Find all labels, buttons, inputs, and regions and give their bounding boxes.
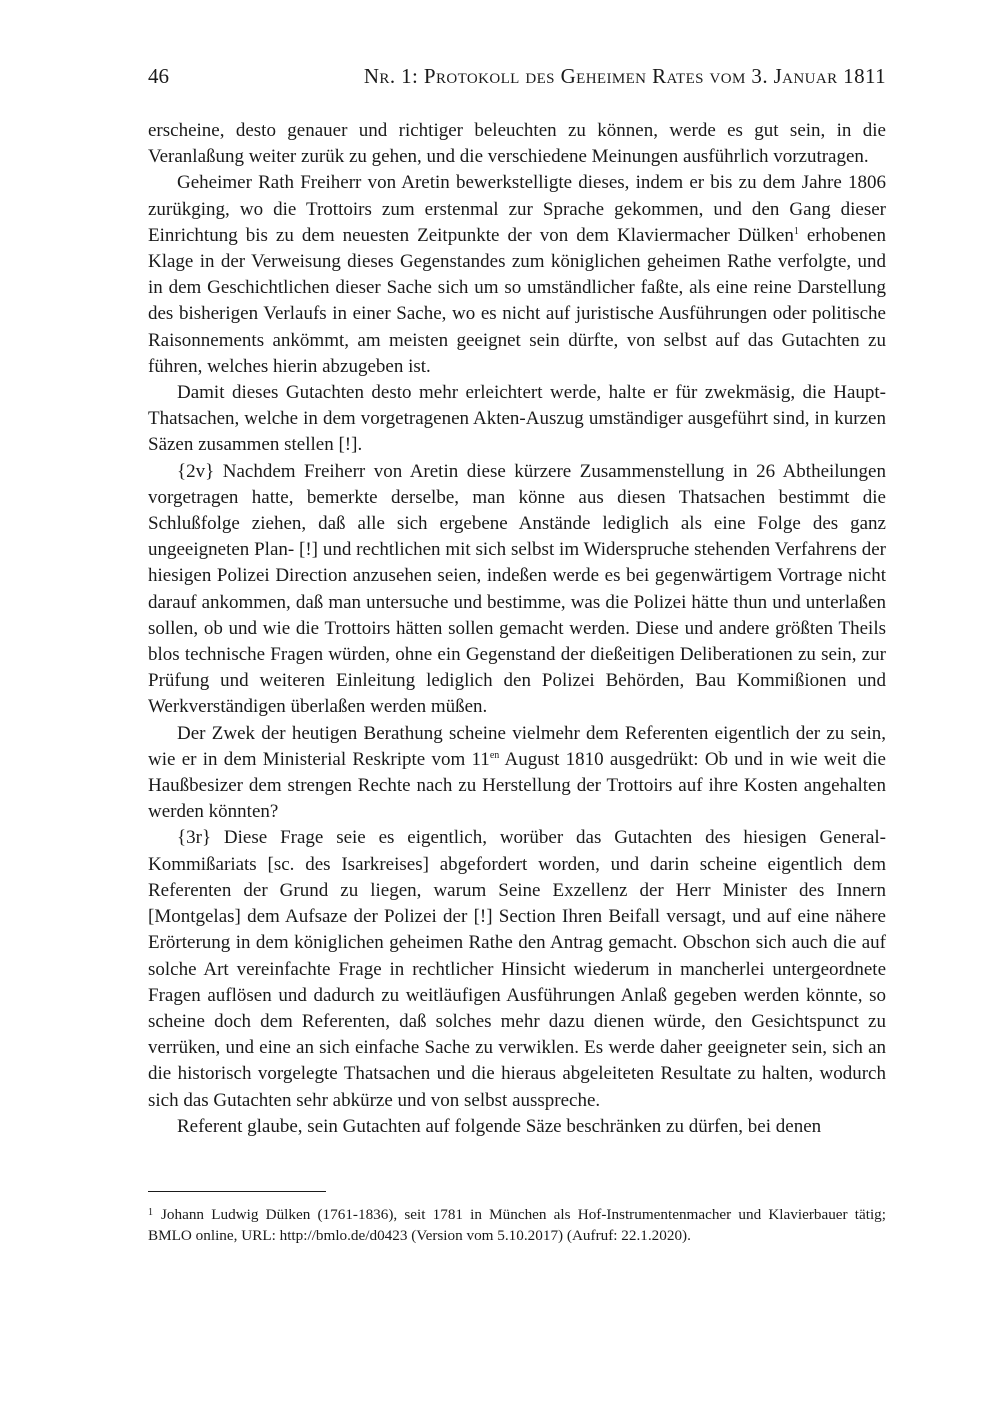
page-header bbox=[148, 64, 886, 96]
paragraph-aretin: Geheimer Rath Freiherr von Aretin bewerkstelligte dieses, indem er bis zu dem Jahre 1806 zurükging, wo die Trottoirs zum erstenmal zur Sprache gekommen, und den Gang dieser Einrichtung bis zu dem neuesten Zeitpunkte der von dem Klaviermacher Dülken$^1$ erhobenen Klage in der Verweisung dieses Gegenstandes zum königlichen geheimen Rathe verfolgte, und in dem Geschichtlichen dieser Sache sich um so umständlicher faßte, als eine reine Darstellung des bisherigen Verlaufs in einer Sache, wo es nicht auf juristische Ausführungen oder politische Raisonnements ankömmt, am meisten geeignet sein dürfte, von selbst auf das Gutachten zu führen, welches hierin abzugeben ist. bbox=[148, 172, 886, 377]
page-number: 46 bbox=[148, 64, 169, 88]
body-text bbox=[148, 118, 886, 1140]
paragraph-gutachten: Damit dieses Gutachten desto mehr erleichtert werde, halte er für zwekmäsig, die Haupt-Thatsachen, welche in dem vorgetragenen Akten-Auszug umständiger ausgeführt sind, in kurzen Säzen zusammen stellen [!]. bbox=[148, 382, 886, 456]
paragraph-referent: Referent glaube, sein Gutachten auf folgende Säze beschränken zu dürfen, bei denen bbox=[177, 1115, 822, 1137]
footnote-reference[interactable]: 1 bbox=[793, 225, 799, 237]
paragraph-2v: {2v} Nachdem Freiherr von Aretin diese kürzere Zusammenstellung in 26 Abtheilungen vorgetragen hatte, bemerkte derselbe, man könne aus diesen Thatsachen bestimmt die Schlußfolge ziehen, daß alle sich ergebene Anstände lediglich als eine Folge des ganz ungeeigneten Plan- [!] und rechtlichen mit sich selbst im Widerspruche stehenden Verfahrens der hiesigen Polizei Direction anzusehen seien, indeßen werde es bei gegenwärtigem Vortrage nicht darauf ankommen, daß man untersuche und bestimme, was die Polizei hätte thun und unterlaßen sollen, ob und wie die Trottoirs hätten sollen gemacht werden. Diese und andere größten Theils blos technische Fragen würden, ohne ein Gegenstand der dießeitigen Deliberationen zu sein, zur Prüfung und weiteren Einleitung lediglich den Polizei Behörden, Bau Kommißionen und Werkverständigen überlaßen werden müßen. bbox=[148, 460, 886, 718]
footnote-separator bbox=[148, 1191, 326, 1192]
paragraph-continuation: erscheine, desto genauer und richtiger beleuchten zu können, werde es gut sein, in die Veranlaßung weiter zurük zu gehen, und die verschiedene Meinungen ausführlich vorzutragen. bbox=[148, 120, 886, 168]
paragraph-3r: {3r} Diese Frage seie es eigentlich, worüber das Gutachten des hiesigen General-Kommißariats [sc. des Isarkreises] abgefordert worden, und darin scheine eigentlich dem Referenten der Grund zu liegen, warum Seine Exzellenz der Herr Minister des Innern [Montgelas] dem Aufsaze der Polizei der [!] Section Ihren Beifall versagt, und auf eine nähere Erörterung in dem königlichen geheimen Rathe den Antrag gemacht. Obschon sich auch die auf solche Art vereinfachte Frage in rechtlicher Hinsicht wiederum in mancherlei untergeordnete Fragen auflösen und dadurch zu weitläufigen Ausführungen Anlaß gegeben werden könnte, so scheine doch dem Referenten, daß solches mehr dazu dienen würde, den Gesichtspunct zu verrüken, und eine an sich einfache Sache zu verwiklen. Es werde daher geeigneter sein, sich an die historisch vorgelegte Thatsachen und die hieraus abgeleiteten Resultate zu halten, wodurch sich das Gutachten sehr abkürze und von selbst ausspreche. bbox=[148, 827, 886, 1111]
footnote bbox=[148, 1202, 886, 1246]
paragraph-zwek: Der Zwek der heutigen Berathung scheine vielmehr dem Referenten eigentlich der zu sein, wie er in dem Ministerial Reskripte vom $11^{en}$ August 1810 ausgedrükt: Ob und in wie weit die Haußbesizer dem strengen Rechte nach zu Herstellung der Trottoirs auf ihre Kosten angehalten werden könnten? bbox=[148, 722, 886, 823]
date-superscript: en bbox=[489, 749, 500, 761]
footnote-text: Johann Ludwig Dülken (1761-1836), seit 1781 in München als Hof-Instrumentenmacher und Klavierbauer tätig; BMLO online, URL: http://bmlo.de/d0423 (Version vom 5.10.2017) (Aufruf: 22.1.2020). bbox=[148, 1206, 886, 1244]
footnote-mark: 1 bbox=[148, 1207, 153, 1218]
running-head: Nr. 1: Protokoll des Geheimen Rates vom 3. Januar 1811 bbox=[363, 64, 886, 88]
